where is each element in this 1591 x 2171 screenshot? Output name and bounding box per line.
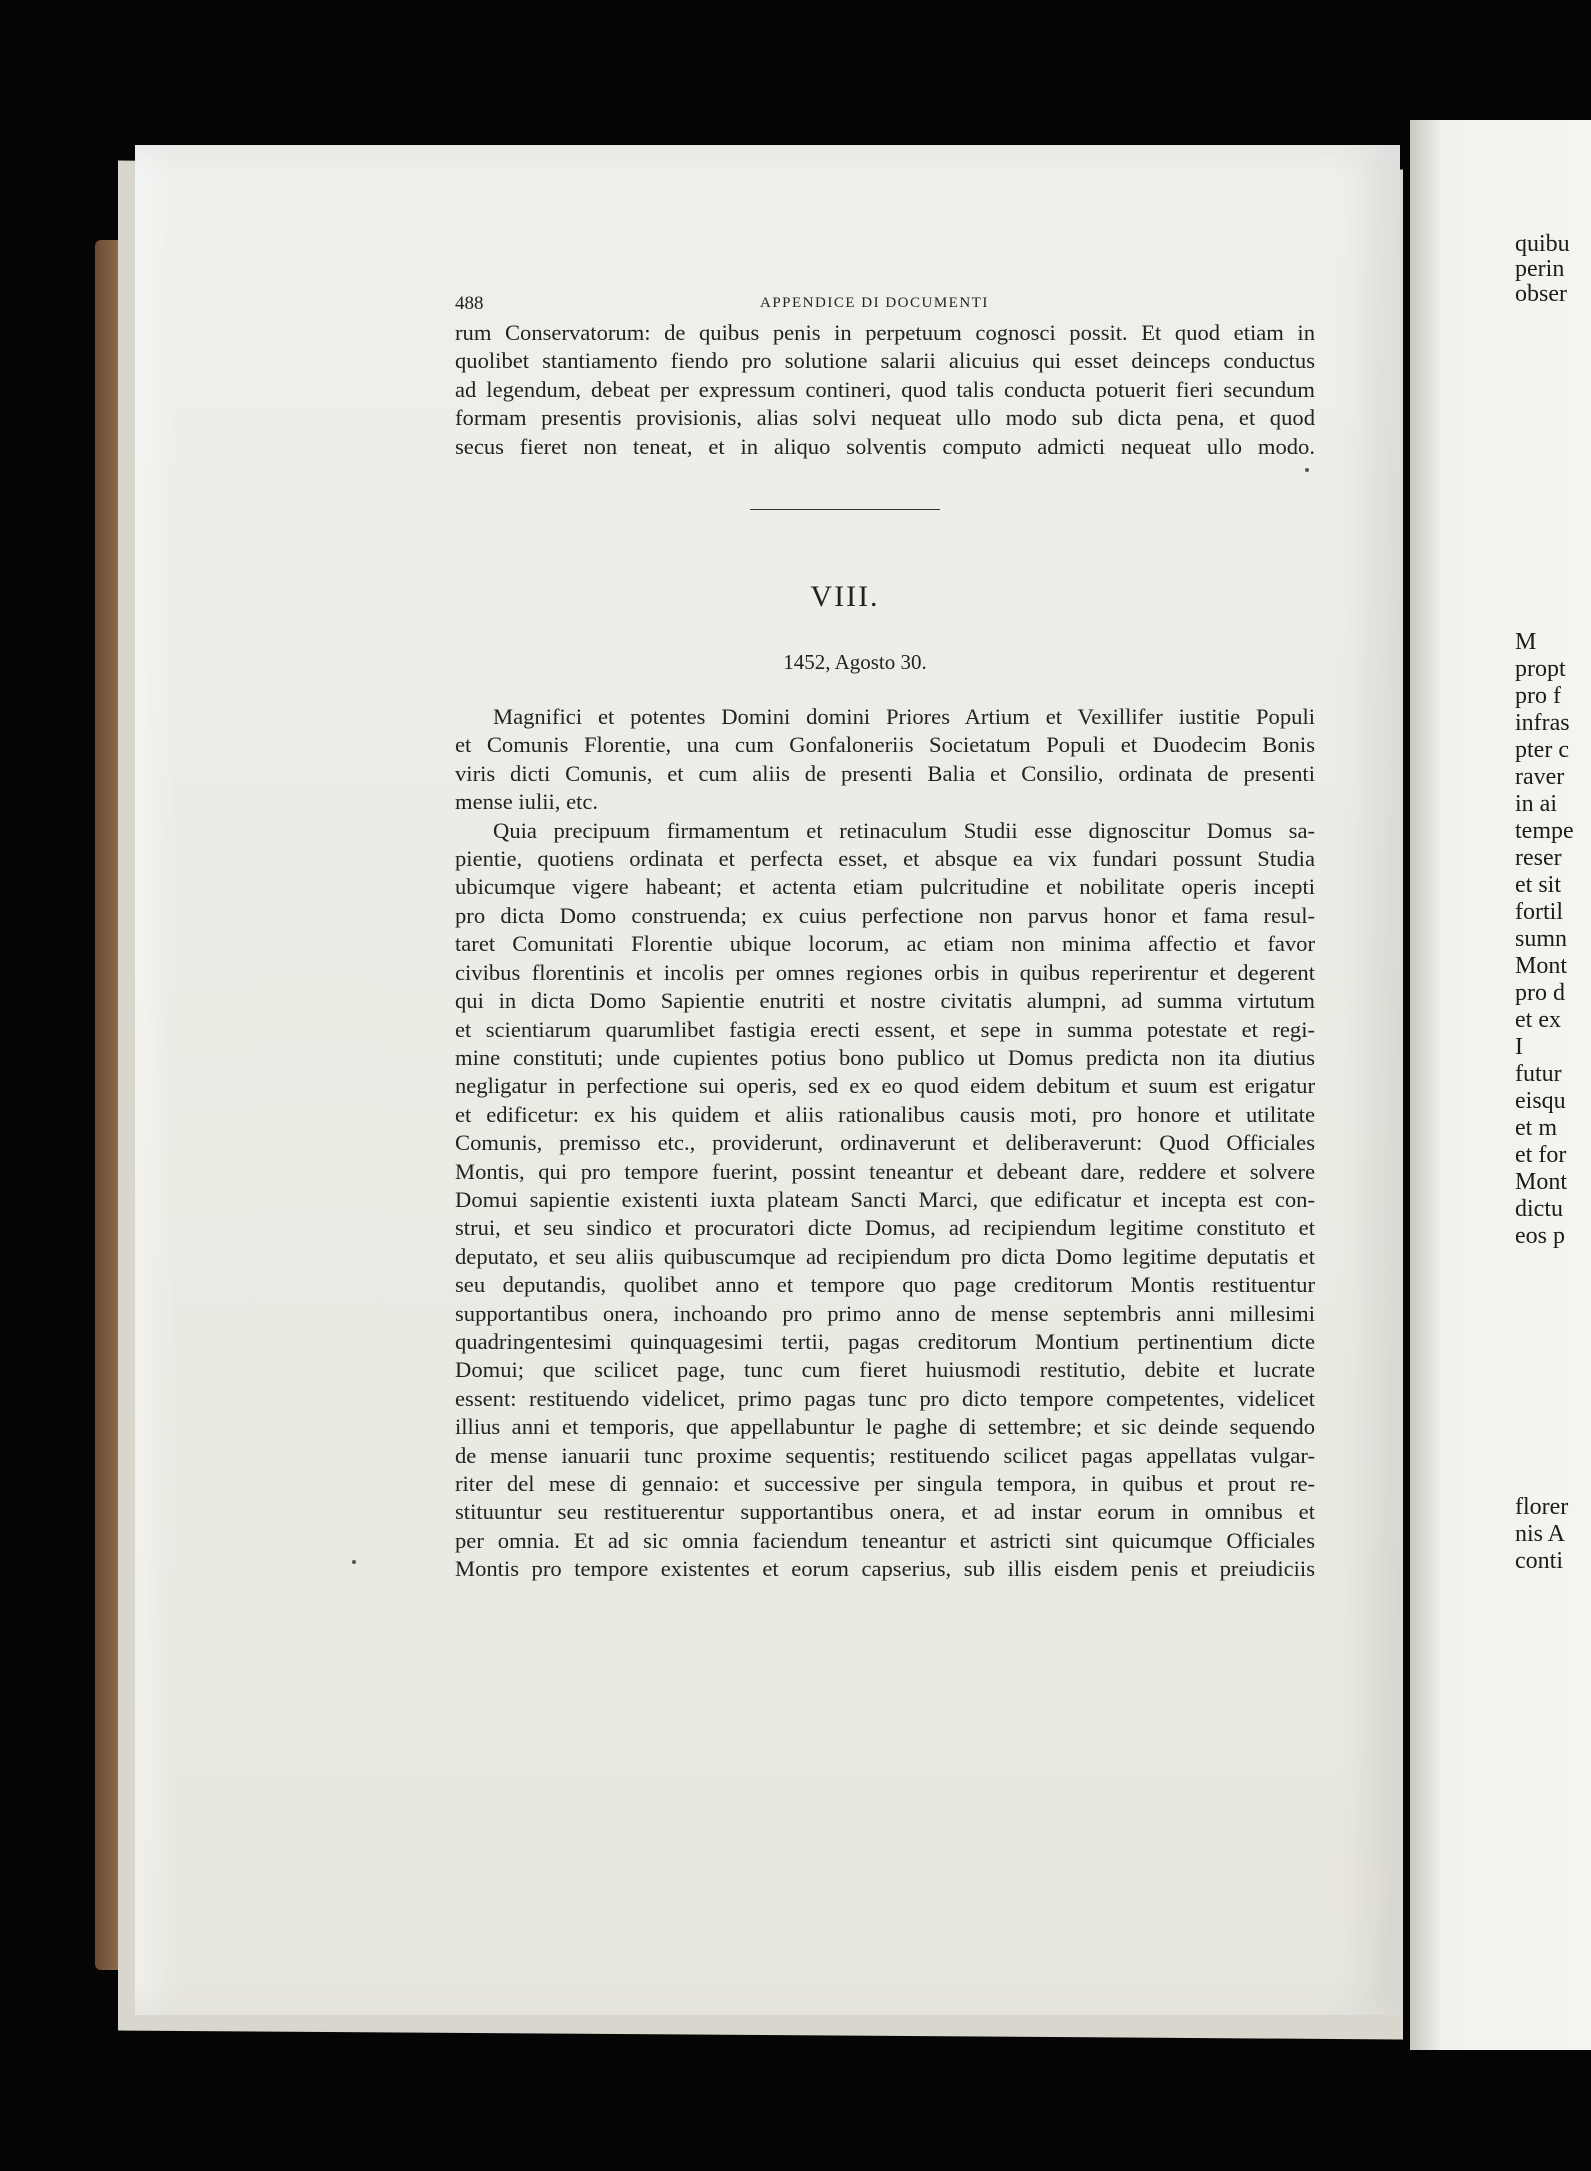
text-line: Montis, qui pro tempore fuerint, possint teneantur et debeant dare, reddere et solvere bbox=[455, 1158, 1315, 1184]
text-line: et scientiarum quarumlibet fastigia erecti essent, et sepe in summa potestate et regi- bbox=[455, 1016, 1315, 1042]
text-line: et edificetur: ex his quidem et aliis rationalibus causis moti, pro honore et utilitate bbox=[455, 1101, 1315, 1127]
facing-text-fragment: obser bbox=[1515, 281, 1567, 307]
text-line: pientie, quotiens ordinata et perfecta esset, et absque ea vix fundari possunt Studia bbox=[455, 846, 1315, 872]
text-line: mense iulii, etc. bbox=[455, 789, 599, 815]
text-line: secus fieret non teneat, et in aliquo solventis computo admicti nequeat ullo modo. bbox=[455, 433, 1315, 459]
facing-text-fragment: eos p bbox=[1515, 1223, 1565, 1249]
text-line: civibus florentinis et incolis per omnes regiones orbis in quibus reperirentur et degerent bbox=[455, 959, 1315, 985]
text-line: strui, et seu sindico et procuratori dicte Domus, ad recipiendum legitime constituto et bbox=[455, 1215, 1315, 1241]
paper-speck bbox=[352, 1560, 356, 1564]
section-number: VIII. bbox=[810, 580, 880, 614]
facing-text-fragment: et for bbox=[1515, 1142, 1567, 1168]
text-line: viris dicti Comunis, et cum aliis de presenti Balia et Consilio, ordinata de presenti bbox=[455, 760, 1315, 786]
facing-text-fragment: infras bbox=[1515, 710, 1570, 736]
facing-text-fragment: sumn bbox=[1515, 926, 1568, 952]
facing-text-fragment: florer bbox=[1515, 1494, 1569, 1520]
text-line: pro dicta Domo construenda; ex cuius perfectione non parvus honor et fama resul- bbox=[455, 902, 1315, 928]
text-line: stituuntur seu restituerentur supportantibus onera, et ad instar eorum in omnibus et bbox=[455, 1499, 1315, 1525]
facing-page bbox=[1410, 120, 1591, 2050]
facing-text-fragment: futur bbox=[1515, 1061, 1562, 1087]
facing-text-fragment: Mont bbox=[1515, 953, 1568, 979]
text-line: mine constituti; unde cupientes potius bono publico ut Domus predicta non ita diutius bbox=[455, 1044, 1315, 1070]
facing-text-fragment: et m bbox=[1515, 1115, 1557, 1141]
facing-text-fragment: dictu bbox=[1515, 1196, 1563, 1222]
facing-text-fragment: nis A bbox=[1515, 1521, 1566, 1547]
text-line: quadringentesimi quinquagesimi tertii, pagas creditorum Montium pertinentium dicte bbox=[455, 1328, 1315, 1354]
running-head-title: APPENDICE DI DOCUMENTI bbox=[760, 295, 989, 311]
facing-text-fragment: pter c bbox=[1515, 737, 1569, 763]
text-line: Quia precipuum firmamentum et retinaculum Studii esse dignoscitur Domus sa- bbox=[493, 817, 1315, 843]
text-line: Magnifici et potentes Domini domini Priores Artium et Vexillifer iustitie Populi bbox=[493, 704, 1315, 730]
facing-text-fragment: fortil bbox=[1515, 899, 1563, 925]
text-line: qui in dicta Domo Sapientie enutriti et nostre civitatis alumpni, ad summa virtutum bbox=[455, 988, 1315, 1014]
text-line: Comunis, premisso etc., providerunt, ordinaverunt et deliberaverunt: Quod Officiales bbox=[455, 1130, 1315, 1156]
facing-text-fragment: perin bbox=[1515, 256, 1565, 282]
opening-paragraph bbox=[455, 319, 1315, 461]
text-line: ubicumque vigere habeant; et actenta etiam pulcritudine et nobilitate operis incepti bbox=[455, 874, 1315, 900]
text-line: negligatur in perfectione sui operis, sed ex eo quod eidem debitum et suum est erigatur bbox=[455, 1073, 1315, 1099]
facing-text-fragment: propt bbox=[1515, 656, 1566, 682]
facing-text-fragment: Mont bbox=[1515, 1169, 1568, 1195]
text-line: et Comunis Florentie, una cum Gonfaloneriis Societatum Populi et Duodecim Bonis bbox=[455, 732, 1315, 758]
facing-text-fragment: et sit bbox=[1515, 872, 1561, 898]
text-line: quolibet stantiamento fiendo pro solutione salarii alicuius qui esset deinceps conductus bbox=[455, 348, 1315, 374]
facing-text-fragment: I bbox=[1515, 1034, 1523, 1060]
page-number: 488 bbox=[455, 293, 484, 314]
text-line: rum Conservatorum: de quibus penis in perpetuum cognosci possit. Et quod etiam in bbox=[455, 320, 1315, 345]
running-head bbox=[455, 293, 1315, 319]
text-line: seu deputandis, quolibet anno et tempore quo page creditorum Montis restituentur bbox=[455, 1272, 1315, 1298]
text-line: ad legendum, debeat per expressum contineri, quod talis conducta potuerit fieri secundum bbox=[455, 376, 1315, 402]
text-line: deputato, et seu aliis quibuscumque ad recipiendum pro dicta Domo legitime deputatis et bbox=[455, 1243, 1315, 1269]
text-line: riter del mese di gennaio: et successive per singula tempora, in quibus et prout re- bbox=[455, 1471, 1315, 1496]
text-line: Domui sapientie existenti iuxta plateam Sancti Marci, que edificatur et incepta est con- bbox=[455, 1186, 1315, 1212]
text-line: illius anni et temporis, que appellabuntur le paghe di settembre; et sic deinde sequendo bbox=[455, 1414, 1315, 1440]
text-line: de mense ianuarii tunc proxime sequentis; restituendo scilicet pagas appellatas vulgar- bbox=[455, 1442, 1315, 1468]
text-line: Domui; que scilicet page, tunc cum fieret huiusmodi restitutio, debite et lucrate bbox=[455, 1357, 1315, 1383]
facing-text-fragment: tempe bbox=[1515, 818, 1574, 844]
facing-text-fragment: conti bbox=[1515, 1548, 1563, 1574]
facing-text-fragment: raver bbox=[1515, 764, 1565, 790]
facing-text-fragment: pro f bbox=[1515, 683, 1561, 709]
section-date: 1452, Agosto 30. bbox=[783, 650, 927, 675]
text-line: formam presentis provisionis, alias solvi nequeat ullo modo sub dicta pena, et quod bbox=[455, 405, 1315, 431]
paragraph-1 bbox=[455, 703, 1315, 817]
text-line: supportantibus onera, inchoando pro primo anno de mense septembris anni millesimi bbox=[455, 1300, 1315, 1326]
text-line: taret Comunitati Florentie ubique locorum, ac etiam non minima affectio et favor bbox=[455, 931, 1315, 957]
text-block bbox=[455, 293, 1315, 1584]
facing-text-fragment: pro d bbox=[1515, 980, 1565, 1006]
facing-text-fragment: in ai bbox=[1515, 791, 1557, 817]
facing-text-fragment: M bbox=[1515, 629, 1537, 655]
text-line: essent: restituendo videlicet, primo pagas tunc pro dicto tempore competentes, videlicet bbox=[455, 1385, 1315, 1411]
paragraph-2 bbox=[455, 817, 1315, 1584]
text-line: per omnia. Et ad sic omnia faciendum teneantur et astricti sint quicumque Officiales bbox=[455, 1527, 1315, 1553]
facing-text-fragment: quibu bbox=[1515, 231, 1570, 257]
section-divider bbox=[750, 509, 940, 510]
facing-text-fragment: eisqu bbox=[1515, 1088, 1566, 1114]
facing-text-fragment: reser bbox=[1515, 845, 1562, 871]
text-line: Montis pro tempore existentes et eorum capserius, sub illis eisdem penis et preiudiciis bbox=[455, 1556, 1315, 1582]
facing-text-fragment: et ex bbox=[1515, 1007, 1561, 1033]
